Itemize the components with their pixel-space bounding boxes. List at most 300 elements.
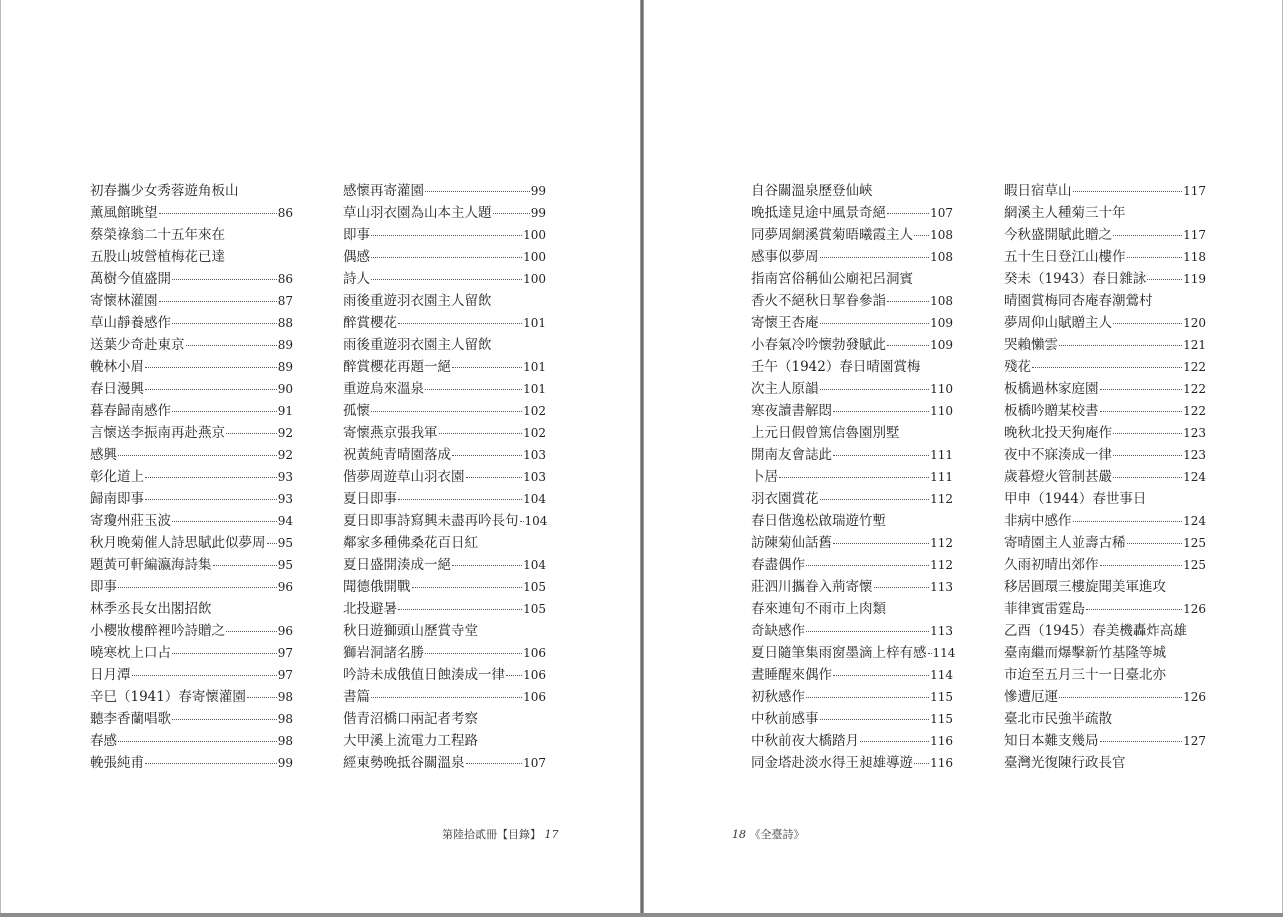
dot-leader [1100, 740, 1183, 742]
toc-entry [751, 554, 953, 576]
toc-entry-page-number: 125 [1183, 536, 1206, 550]
toc-entry [343, 664, 546, 686]
toc-entry [751, 510, 953, 532]
toc-entry-title: 秋月晚菊催人詩思賦此似夢周 [90, 535, 266, 551]
toc-entry-title: 日月潭 [90, 667, 131, 683]
viewer-bottom-edge [0, 913, 1283, 917]
toc-entry-title: 中秋前感事 [751, 711, 819, 727]
toc-entry-title: 歸南即事 [90, 491, 144, 507]
toc-column-3 [751, 180, 956, 774]
toc-entry-page-number: 113 [930, 624, 953, 638]
toc-entry [343, 488, 546, 510]
dot-leader [371, 696, 522, 698]
toc-entry-page-number: 100 [523, 228, 546, 242]
toc-entry [90, 554, 293, 576]
dot-leader [425, 388, 522, 390]
toc-entry-title: 五股山坡營植梅花已達 [90, 249, 225, 265]
toc-entry [1004, 576, 1206, 598]
toc-entry-page-number: 117 [1183, 184, 1206, 198]
toc-entry-title: 同金塔赴淡水得王昶雄導遊 [751, 755, 913, 771]
toc-entry-page-number: 92 [277, 426, 293, 440]
toc-entry [1004, 598, 1206, 620]
toc-entry-page-number: 112 [930, 558, 953, 572]
toc-entry-title: 孤懷 [343, 403, 370, 419]
toc-column-2 [343, 180, 546, 774]
dot-leader [371, 278, 522, 280]
toc-entry [90, 246, 293, 268]
toc-entry-page-number: 99 [530, 206, 546, 220]
toc-entry-page-number: 104 [523, 558, 546, 572]
toc-entry [90, 290, 293, 312]
dot-leader [371, 256, 522, 258]
toc-entry-title: 慘遭厄運 [1004, 689, 1058, 705]
dot-leader [806, 630, 929, 632]
toc-entry-title: 萬樹今值盛開 [90, 271, 171, 287]
dot-leader [1086, 608, 1182, 610]
toc-entry [1004, 510, 1206, 532]
dot-leader [118, 586, 277, 588]
footer-book-title: 《全臺詩》 [749, 828, 805, 841]
dot-leader [1073, 520, 1183, 522]
toc-entry-page-number: 107 [930, 206, 953, 220]
dot-leader [833, 542, 929, 544]
toc-entry-title: 五十生日登江山樓作 [1004, 249, 1126, 265]
footer-page-number: 17 [544, 828, 559, 841]
toc-entry-title: 夜中不寐湊成一律 [1004, 447, 1112, 463]
toc-entry-title: 即事 [343, 227, 370, 243]
toc-entry [1004, 224, 1206, 246]
toc-entry-title: 移居圓環三樓旋聞美軍進攻 [1004, 579, 1166, 595]
dot-leader [1147, 278, 1182, 280]
toc-entry [751, 312, 953, 334]
toc-entry [343, 532, 546, 554]
toc-entry [751, 730, 953, 752]
dot-leader [172, 278, 277, 280]
toc-entry-page-number: 111 [930, 470, 953, 484]
toc-entry-title: 今秋盛開賦此贈之 [1004, 227, 1112, 243]
toc-entry-page-number: 114 [930, 668, 953, 682]
toc-entry-page-number: 114 [932, 646, 956, 660]
toc-entry-page-number: 121 [1183, 338, 1206, 352]
toc-entry-title: 感事似夢周 [751, 249, 819, 265]
toc-entry-title: 夏日隨筆集雨窗墨滴上梓有感 [751, 645, 927, 661]
toc-entry-page-number: 102 [523, 404, 546, 418]
dot-leader [145, 366, 277, 368]
toc-entry-page-number: 115 [930, 690, 953, 704]
dot-leader [506, 674, 522, 676]
toc-entry [751, 246, 953, 268]
toc-entry [1004, 356, 1206, 378]
dot-leader [1100, 410, 1183, 412]
toc-entry [343, 708, 546, 730]
toc-entry-page-number: 117 [1183, 228, 1206, 242]
toc-entry-page-number: 109 [930, 338, 953, 352]
toc-entry [751, 642, 956, 664]
toc-entry [1004, 708, 1206, 730]
toc-entry-title: 甲申（1944）春世事日 [1004, 491, 1147, 507]
toc-entry-title: 偕夢周遊草山羽衣園 [343, 469, 465, 485]
footer-volume-title: 第陸拾貳冊【目錄】 [442, 828, 541, 841]
dot-leader [145, 388, 277, 390]
toc-entry-page-number: 99 [530, 184, 546, 198]
toc-entry [751, 224, 953, 246]
toc-entry-page-number: 106 [523, 668, 546, 682]
toc-entry [751, 202, 953, 224]
book-spine [641, 0, 643, 913]
dot-leader [820, 718, 930, 720]
toc-entry [1004, 620, 1206, 642]
toc-entry [343, 202, 546, 224]
toc-entry-title: 壬午（1942）春日晴園賞梅 [751, 359, 921, 375]
toc-entry-title: 詩人 [343, 271, 370, 287]
toc-entry [1004, 180, 1206, 202]
toc-entry-title: 莊泗川攜眷入荊寄懷 [751, 579, 873, 595]
toc-entry [751, 334, 953, 356]
dot-leader [466, 762, 523, 764]
toc-entry-title: 癸未（1943）春日雜詠 [1004, 271, 1147, 287]
toc-entry-title: 感興 [90, 447, 117, 463]
toc-entry [1004, 752, 1206, 774]
toc-column-1 [90, 180, 293, 774]
toc-entry [343, 730, 546, 752]
toc-entry-title: 春日偕逸松啟瑞遊竹塹 [751, 513, 886, 529]
dot-leader [425, 652, 522, 654]
toc-entry-page-number: 122 [1183, 404, 1206, 418]
toc-entry-page-number: 86 [277, 272, 293, 286]
toc-entry-title: 重遊烏來溫泉 [343, 381, 424, 397]
dot-leader [145, 476, 277, 478]
toc-entry [1004, 642, 1206, 664]
toc-entry [343, 554, 546, 576]
toc-entry [751, 356, 953, 378]
dot-leader [928, 652, 932, 654]
toc-entry [751, 664, 953, 686]
toc-entry [343, 290, 546, 312]
toc-entry [1004, 268, 1206, 290]
toc-entry [1004, 334, 1206, 356]
toc-entry-page-number: 126 [1183, 690, 1206, 704]
toc-entry-title: 祝黃純青晴園落成 [343, 447, 451, 463]
toc-entry [751, 180, 953, 202]
left-page-footer [442, 826, 559, 842]
toc-entry [343, 686, 546, 708]
toc-entry-title: 秋日遊獅頭山歷賞寺堂 [343, 623, 478, 639]
right-page [643, 0, 1282, 913]
toc-entry-title: 輓林小眉 [90, 359, 144, 375]
toc-entry-title: 羽衣園賞花 [751, 491, 819, 507]
toc-entry-title: 蔡榮祿翁二十五年來在 [90, 227, 225, 243]
toc-entry-title: 同夢周網溪賞菊晤曦霞主人 [751, 227, 913, 243]
toc-entry-page-number: 98 [277, 734, 293, 748]
toc-entry-title: 訪陳菊仙話舊 [751, 535, 832, 551]
toc-entry [1004, 246, 1206, 268]
toc-entry [751, 444, 953, 466]
toc-entry [90, 532, 293, 554]
toc-entry [751, 708, 953, 730]
toc-entry-title: 薰風館眺望 [90, 205, 158, 221]
toc-entry [90, 268, 293, 290]
toc-entry-title: 即事 [90, 579, 117, 595]
toc-entry-page-number: 106 [523, 646, 546, 660]
dot-leader [1113, 476, 1182, 478]
dot-leader [398, 608, 522, 610]
toc-entry-page-number: 104 [524, 514, 548, 528]
toc-entry-page-number: 93 [277, 470, 293, 484]
toc-entry-page-number: 127 [1183, 734, 1206, 748]
toc-entry-title: 奇缺感作 [751, 623, 805, 639]
toc-entry-title: 雨後重遊羽衣園主人留飲 [343, 293, 492, 309]
toc-entry [1004, 312, 1206, 334]
toc-entry [90, 444, 293, 466]
dot-leader [860, 740, 929, 742]
toc-entry-page-number: 126 [1183, 602, 1206, 616]
dot-leader [833, 454, 929, 456]
toc-entry-title: 送葉少奇赴東京 [90, 337, 185, 353]
toc-entry-page-number: 100 [523, 272, 546, 286]
toc-entry-title: 久雨初晴出郊作 [1004, 557, 1099, 573]
toc-entry-title: 市迨至五月三十一日臺北亦 [1004, 667, 1166, 683]
toc-entry [1004, 202, 1206, 224]
toc-entry-title: 聞德俄開戰 [343, 579, 411, 595]
toc-entry-title: 指南宮俗稱仙公廟祀呂洞賓 [751, 271, 913, 287]
dot-leader [452, 564, 522, 566]
toc-entry-title: 香火不絕秋日挈眷參詣 [751, 293, 886, 309]
toc-entry-title: 吟詩未成俄值日蝕湊成一律 [343, 667, 505, 683]
toc-entry-page-number: 110 [930, 382, 953, 396]
toc-entry-title: 菲律賓雷霆島 [1004, 601, 1085, 617]
toc-entry-title: 春感 [90, 733, 117, 749]
toc-entry-title: 雨後重遊羽衣園主人留飲 [343, 337, 492, 353]
dot-leader [118, 454, 277, 456]
dot-leader [439, 432, 523, 434]
toc-entry [343, 752, 546, 774]
dot-leader [172, 652, 277, 654]
toc-entry [751, 686, 953, 708]
toc-entry [343, 312, 546, 334]
toc-entry-title: 臺南繼而爆擊新竹基隆等城 [1004, 645, 1166, 661]
dot-leader [159, 300, 277, 302]
toc-entry [90, 400, 293, 422]
toc-entry-title: 初春攜少女秀蓉遊角板山 [90, 183, 239, 199]
toc-entry-title: 次主人原韻 [751, 381, 819, 397]
toc-entry-page-number: 105 [523, 580, 546, 594]
toc-entry [90, 312, 293, 334]
dot-leader [820, 388, 930, 390]
toc-entry [751, 400, 953, 422]
toc-entry-title: 夢周仰山賦贈主人 [1004, 315, 1112, 331]
right-page-footer [732, 826, 805, 842]
toc-entry-page-number: 96 [277, 580, 293, 594]
toc-entry-page-number: 94 [277, 514, 293, 528]
toc-entry-title: 哭賴懶雲 [1004, 337, 1058, 353]
dot-leader [1113, 432, 1182, 434]
toc-entry-title: 寄懷燕京張我軍 [343, 425, 438, 441]
toc-entry-page-number: 87 [277, 294, 293, 308]
left-page [1, 0, 641, 913]
dot-leader [398, 498, 522, 500]
toc-entry-title: 非病中感作 [1004, 513, 1072, 529]
toc-entry-title: 寄懷林灌園 [90, 293, 158, 309]
toc-entry-page-number: 118 [1183, 250, 1206, 264]
toc-entry-page-number: 105 [523, 602, 546, 616]
toc-entry-title: 林季丞長女出閣招飲 [90, 601, 212, 617]
toc-entry-page-number: 120 [1183, 316, 1206, 330]
toc-entry-title: 春來連旬不雨市上肉類 [751, 601, 886, 617]
toc-entry [1004, 444, 1206, 466]
dot-leader [452, 366, 522, 368]
dot-leader [914, 762, 929, 764]
toc-entry [343, 444, 546, 466]
toc-entry-title: 春盡偶作 [751, 557, 805, 573]
toc-entry-title: 自谷關溫泉歷登仙峽 [751, 183, 873, 199]
toc-entry-page-number: 91 [277, 404, 293, 418]
toc-entry-title: 晚抵達見途中風景奇絕 [751, 205, 886, 221]
dot-leader [247, 696, 277, 698]
toc-entry-title: 殘花 [1004, 359, 1031, 375]
toc-entry-page-number: 103 [523, 448, 546, 462]
toc-entry [751, 422, 953, 444]
toc-entry-title: 草山羽衣園為山本主人題 [343, 205, 492, 221]
toc-entry-page-number: 92 [277, 448, 293, 462]
toc-entry-title: 乙酉（1945）春美機轟炸高雄 [1004, 623, 1187, 639]
dot-leader [820, 256, 930, 258]
toc-entry [343, 642, 546, 664]
toc-entry-page-number: 95 [277, 558, 293, 572]
toc-entry-title: 寒夜讀書解悶 [751, 403, 832, 419]
toc-entry [1004, 686, 1206, 708]
dot-leader [371, 234, 522, 236]
toc-entry-title: 晚秋北投天狗庵作 [1004, 425, 1112, 441]
toc-entry-title: 臺北市民強半疏散 [1004, 711, 1112, 727]
toc-entry-page-number: 101 [523, 360, 546, 374]
toc-entry-title: 彰化道上 [90, 469, 144, 485]
toc-entry [90, 422, 293, 444]
toc-entry-title: 夏日即事詩寫興未盡再吟長句 [343, 513, 519, 529]
toc-entry [90, 466, 293, 488]
toc-entry-page-number: 95 [277, 536, 293, 550]
toc-entry-title: 板橋吟贈某校書 [1004, 403, 1099, 419]
toc-entry-title: 夏日盛開湊成一絕 [343, 557, 451, 573]
toc-entry-page-number: 119 [1183, 272, 1206, 286]
toc-entry-title: 板橋過林家庭園 [1004, 381, 1099, 397]
toc-entry [90, 224, 293, 246]
toc-entry [343, 268, 546, 290]
toc-entry [1004, 422, 1206, 444]
toc-entry-page-number: 108 [930, 228, 953, 242]
toc-entry-title: 小春氣冷吟懷勃發賦此 [751, 337, 886, 353]
toc-entry-title: 寄晴園主人並壽古稀 [1004, 535, 1126, 551]
dot-leader [1073, 190, 1183, 192]
toc-entry-page-number: 107 [523, 756, 546, 770]
toc-entry [90, 642, 293, 664]
toc-entry-title: 獅岩洞諸名勝 [343, 645, 424, 661]
dot-leader [172, 322, 277, 324]
toc-entry [343, 180, 546, 202]
dot-leader [172, 520, 277, 522]
toc-entry [1004, 290, 1206, 312]
toc-entry [343, 598, 546, 620]
dot-leader [493, 212, 530, 214]
toc-entry-page-number: 116 [930, 756, 953, 770]
toc-entry [90, 730, 293, 752]
toc-entry-title: 聽李香蘭唱歌 [90, 711, 171, 727]
toc-entry-page-number: 106 [523, 690, 546, 704]
dot-leader [914, 234, 929, 236]
dot-leader [1100, 388, 1183, 390]
toc-entry-page-number: 108 [930, 294, 953, 308]
dot-leader [1127, 542, 1183, 544]
dot-leader [806, 564, 929, 566]
toc-entry-page-number: 122 [1183, 360, 1206, 374]
toc-entry-title: 晴園賞梅同杏庵春潮鶯村 [1004, 293, 1153, 309]
dot-leader [452, 454, 522, 456]
toc-entry [90, 664, 293, 686]
toc-entry-title: 暇日宿草山 [1004, 183, 1072, 199]
toc-entry [1004, 488, 1206, 510]
dot-leader [887, 212, 929, 214]
toc-entry-page-number: 108 [930, 250, 953, 264]
dot-leader [398, 322, 522, 324]
toc-entry-title: 北投避暑 [343, 601, 397, 617]
toc-entry [343, 356, 546, 378]
dot-leader [1059, 696, 1182, 698]
dot-leader [213, 564, 277, 566]
dot-leader [466, 476, 523, 478]
toc-entry [343, 620, 546, 642]
toc-entry-page-number: 88 [277, 316, 293, 330]
toc-entry [343, 400, 546, 422]
toc-entry [751, 752, 953, 774]
toc-entry-page-number: 97 [277, 646, 293, 660]
toc-entry [751, 576, 953, 598]
toc-entry-title: 臺灣光復陳行政長官 [1004, 755, 1126, 771]
toc-entry-title: 小櫻妝樓醉裡吟詩贈之 [90, 623, 225, 639]
toc-entry-page-number: 90 [277, 382, 293, 396]
toc-entry-title: 寄懷王杏庵 [751, 315, 819, 331]
toc-entry-title: 偕青沼橋口兩記者考察 [343, 711, 478, 727]
dot-leader [806, 696, 929, 698]
toc-entry-page-number: 101 [523, 382, 546, 396]
toc-entry-title: 上元日假曾篤信魯園別墅 [751, 425, 900, 441]
dot-leader [1113, 234, 1182, 236]
toc-entry [1004, 730, 1206, 752]
toc-entry [343, 466, 546, 488]
toc-entry [751, 598, 953, 620]
toc-entry-page-number: 124 [1183, 514, 1206, 528]
toc-entry [751, 268, 953, 290]
toc-entry [751, 290, 953, 312]
toc-entry [751, 488, 953, 510]
dot-leader [145, 498, 277, 500]
toc-entry-page-number: 124 [1183, 470, 1206, 484]
toc-entry [1004, 466, 1206, 488]
toc-entry-title: 初秋感作 [751, 689, 805, 705]
toc-entry [90, 620, 293, 642]
toc-entry-title: 晝睡醒來偶作 [751, 667, 832, 683]
toc-entry [343, 334, 546, 356]
toc-entry-page-number: 96 [277, 624, 293, 638]
toc-entry-page-number: 93 [277, 492, 293, 506]
toc-entry-title: 春日漫興 [90, 381, 144, 397]
dot-leader [371, 410, 522, 412]
dot-leader [779, 476, 929, 478]
toc-entry-page-number: 112 [930, 492, 953, 506]
toc-entry [90, 202, 293, 224]
toc-entry-page-number: 102 [523, 426, 546, 440]
dot-leader [226, 432, 277, 434]
footer-page-number: 18 [732, 828, 746, 841]
toc-entry-title: 感懷再寄灌園 [343, 183, 424, 199]
